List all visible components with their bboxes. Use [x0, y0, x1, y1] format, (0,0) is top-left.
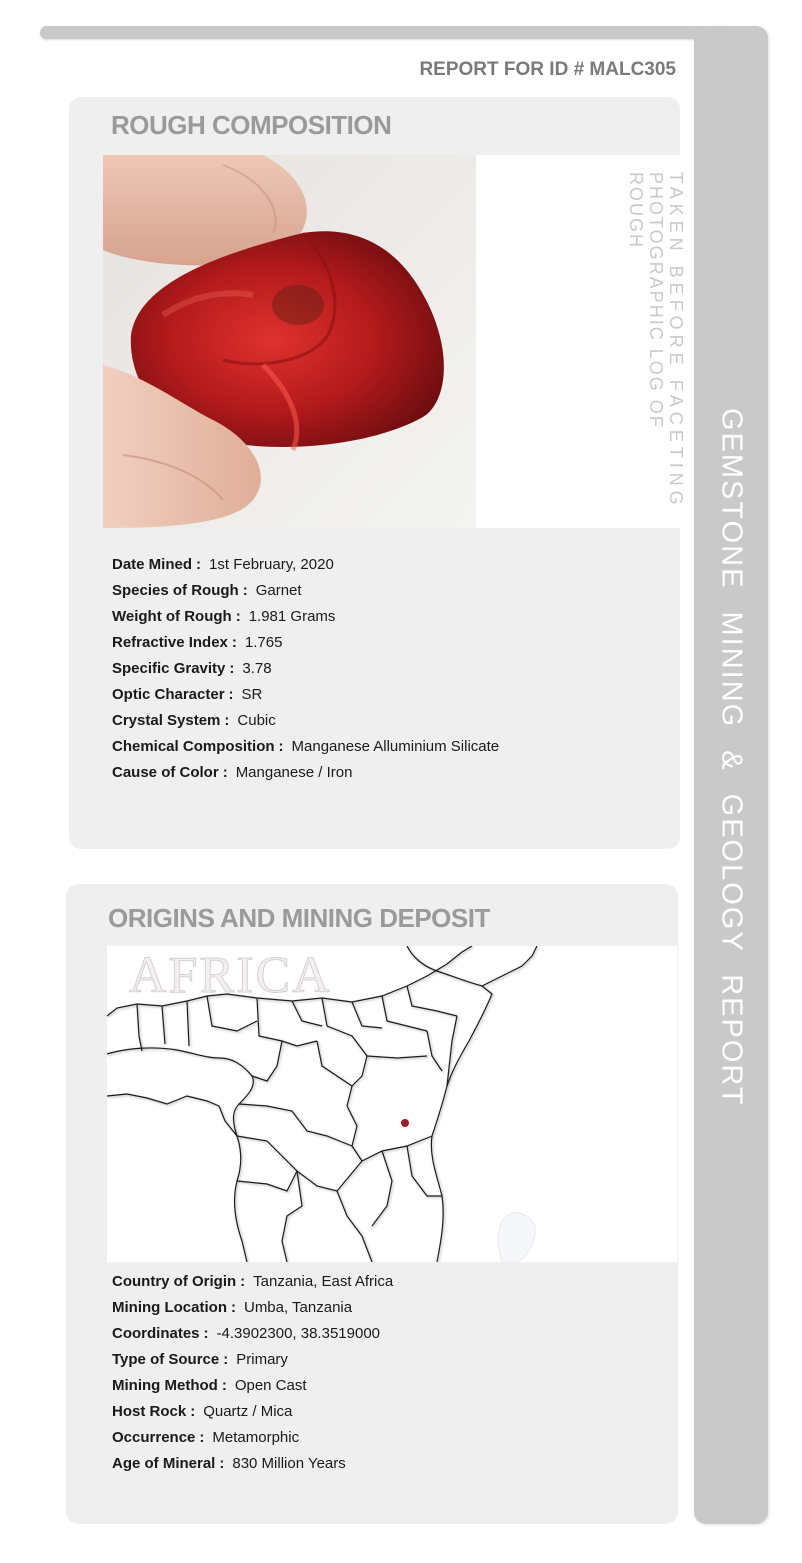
- field-value: 830 Million Years: [232, 1455, 346, 1472]
- field-separator: :: [240, 1273, 246, 1290]
- garnet-rough-illustration: [103, 155, 476, 528]
- field-value: Open Cast: [234, 1377, 307, 1394]
- origins-title: ORIGINS AND MINING DEPOSIT: [108, 903, 490, 933]
- origins-fields: [112, 1273, 393, 1481]
- field-row: [112, 634, 499, 660]
- field-label: Mining Method: [112, 1377, 218, 1394]
- field-separator: :: [199, 1429, 205, 1446]
- field-separator: :: [222, 764, 228, 781]
- side-title: [694, 407, 768, 1107]
- field-label: Weight of Rough: [112, 608, 232, 625]
- field-separator: :: [219, 1455, 225, 1472]
- field-value: SR: [241, 686, 263, 703]
- field-value: 1st February, 2020: [209, 556, 334, 573]
- field-row: [112, 1377, 393, 1403]
- field-value: -4.3902300, 38.3519000: [216, 1325, 380, 1342]
- photo-caption-line1: PHOTOGRAPHIC LOG OF ROUGH: [626, 172, 666, 429]
- africa-map: [107, 946, 677, 1262]
- rough-stone-photo: [103, 155, 476, 528]
- field-label: Coordinates: [112, 1325, 200, 1342]
- photo-caption: [628, 172, 684, 512]
- field-separator: :: [278, 738, 284, 755]
- field-row: [112, 1455, 393, 1481]
- field-label: Type of Source: [112, 1351, 220, 1368]
- field-separator: :: [230, 1299, 236, 1316]
- field-row: [112, 712, 499, 738]
- field-label: Occurrence: [112, 1429, 196, 1446]
- field-value: Umba, Tanzania: [243, 1299, 353, 1316]
- field-row: [112, 556, 499, 582]
- field-separator: :: [221, 1377, 227, 1394]
- report-id: REPORT FOR ID # MALC305: [419, 59, 676, 80]
- field-label: Optic Character: [112, 686, 225, 703]
- field-label: Chemical Composition: [112, 738, 275, 755]
- field-row: [112, 1325, 393, 1351]
- field-value: Manganese / Iron: [235, 764, 353, 781]
- field-value: Cubic: [237, 712, 276, 729]
- field-label: Mining Location: [112, 1299, 227, 1316]
- field-row: [112, 1351, 393, 1377]
- field-value: Tanzania, East Africa: [253, 1273, 394, 1290]
- field-separator: :: [196, 556, 202, 573]
- field-label: Age of Mineral: [112, 1455, 216, 1472]
- field-label: Crystal System: [112, 712, 221, 729]
- photo-caption-line2: TAKEN BEFORE FACETING: [666, 172, 686, 510]
- field-label: Host Rock: [112, 1403, 187, 1420]
- top-decor-bar: [40, 26, 740, 39]
- field-value: Garnet: [255, 582, 302, 599]
- map-region-label: AFRICA: [129, 947, 332, 1004]
- mine-location-marker: [401, 1119, 409, 1127]
- field-label: Country of Origin: [112, 1273, 237, 1290]
- field-separator: :: [235, 608, 241, 625]
- field-value: 1.765: [244, 634, 283, 651]
- field-row: [112, 1429, 393, 1455]
- field-label: Specific Gravity: [112, 660, 226, 677]
- field-row: [112, 660, 499, 686]
- field-value: Manganese Alluminium Silicate: [291, 738, 500, 755]
- field-value: Primary: [236, 1351, 288, 1368]
- field-separator: :: [203, 1325, 209, 1342]
- field-separator: :: [190, 1403, 196, 1420]
- field-row: [112, 686, 499, 712]
- rough-photo-area: [103, 155, 680, 528]
- field-label: Refractive Index: [112, 634, 228, 651]
- rough-fields: [112, 556, 499, 790]
- field-separator: :: [229, 660, 235, 677]
- field-separator: :: [228, 686, 234, 703]
- field-label: Species of Rough: [112, 582, 239, 599]
- field-row: [112, 738, 499, 764]
- field-label: Cause of Color: [112, 764, 219, 781]
- field-row: [112, 1403, 393, 1429]
- field-separator: :: [242, 582, 248, 599]
- field-row: [112, 1299, 393, 1325]
- field-label: Date Mined: [112, 556, 193, 573]
- field-separator: :: [231, 634, 237, 651]
- field-value: 3.78: [242, 660, 272, 677]
- field-row: [112, 608, 499, 634]
- field-separator: :: [223, 1351, 229, 1368]
- field-row: [112, 1273, 393, 1299]
- field-separator: :: [224, 712, 230, 729]
- field-row: [112, 582, 499, 608]
- field-value: Quartz / Mica: [203, 1403, 293, 1420]
- field-row: [112, 764, 499, 790]
- side-title-text: GEMSTONE MINING & GEOLOGY REPORT: [715, 407, 748, 1107]
- field-value: Metamorphic: [212, 1429, 300, 1446]
- rough-composition-title: ROUGH COMPOSITION: [111, 110, 392, 140]
- field-value: 1.981 Grams: [248, 608, 336, 625]
